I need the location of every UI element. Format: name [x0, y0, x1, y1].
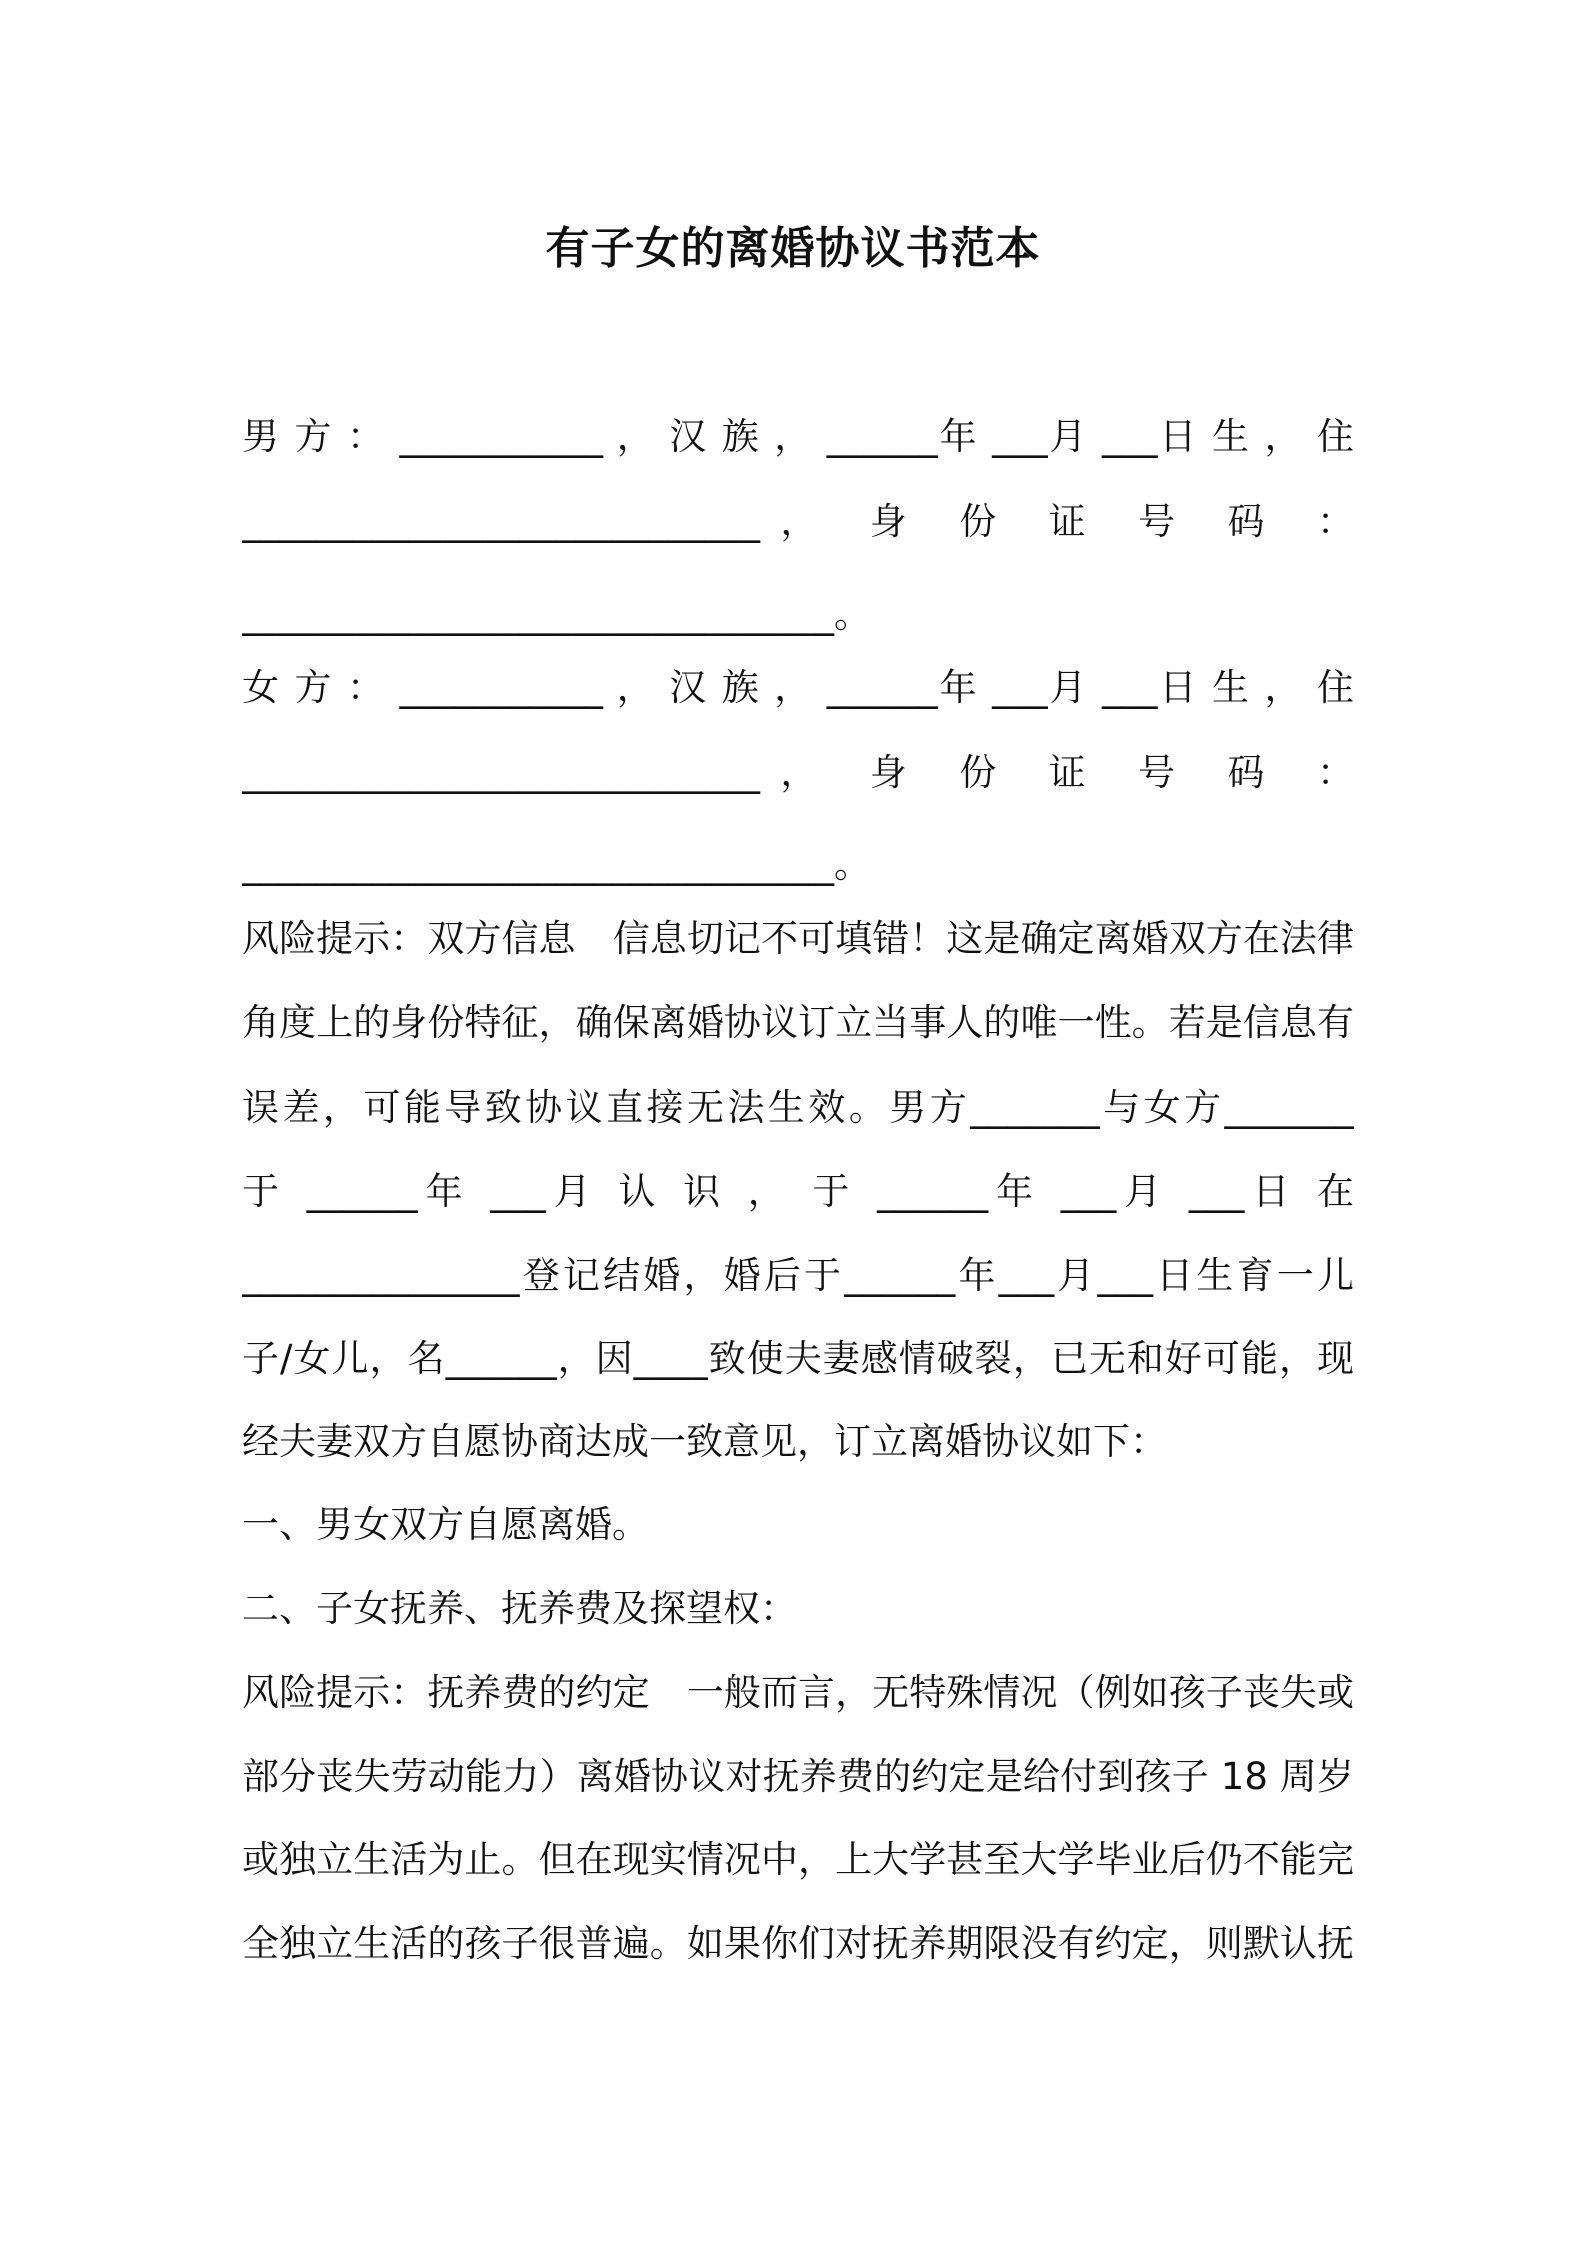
female-id-number-line: ________________________________。 [242, 843, 871, 886]
clause-1-heading: 一、男女双方自愿离婚。 [242, 1503, 649, 1546]
body-paragraph-line: 子/女儿，名______，因____致使夫妻感情破裂，已无和好可能，现 [242, 1337, 1354, 1380]
male-id-number-line: ________________________________。 [242, 593, 871, 636]
body-paragraph-line: _______________登记结婚，婚后于______年___月___日生育一儿 [242, 1254, 1354, 1297]
male-party-line: 男 方 ： ___________ ， 汉 族 ， ______年 ___月 ___日 生 ， 住 [242, 415, 1354, 458]
body-paragraph-line: 经夫妻双方自愿协商达成一致意见，订立离婚协议如下： [242, 1420, 1167, 1463]
body-paragraph-line: 误差，可能导致协议直接无法生效。男方_______与女方_______ [242, 1086, 1354, 1129]
document-title: 有子女的离婚协议书范本 [545, 223, 1041, 274]
female-party-line: 女 方 ： ___________ ， 汉 族 ， ______年 ___月 ___日 生 ， 住 [242, 666, 1354, 709]
body-paragraph-line: 于 ______年 ___月 认 识 ， 于 ______年 ___月 ___日 在 [242, 1170, 1354, 1213]
risk-tip-support-line-3: 或独立生活为止。但在现实情况中，上大学甚至大学毕业后仍不能完 [242, 1838, 1354, 1881]
risk-tip-support-line-1: 风险提示：抚养费的约定 一般而言，无特殊情况（例如孩子丧失或 [242, 1671, 1354, 1714]
female-address-id-line: ____________________________， 身 份 证 号 码 ： [242, 751, 1354, 794]
clause-2-heading: 二、子女抚养、抚养费及探望权： [242, 1587, 797, 1630]
male-address-id-line: ____________________________， 身 份 证 号 码 ： [242, 500, 1354, 543]
risk-tip-support-line-4: 全独立生活的孩子很普遍。如果你们对抚养期限没有约定，则默认抚 [242, 1922, 1354, 1965]
risk-tip-info-line-2: 角度上的身份特征，确保离婚协议订立当事人的唯一性。若是信息有 [242, 1001, 1354, 1044]
risk-tip-info-line-1: 风险提示：双方信息 信息切记不可填错！这是确定离婚双方在法律 [242, 917, 1354, 960]
risk-tip-support-line-2: 部分丧失劳动能力）离婚协议对抚养费的约定是给付到孩子 18 周岁 [242, 1755, 1354, 1798]
